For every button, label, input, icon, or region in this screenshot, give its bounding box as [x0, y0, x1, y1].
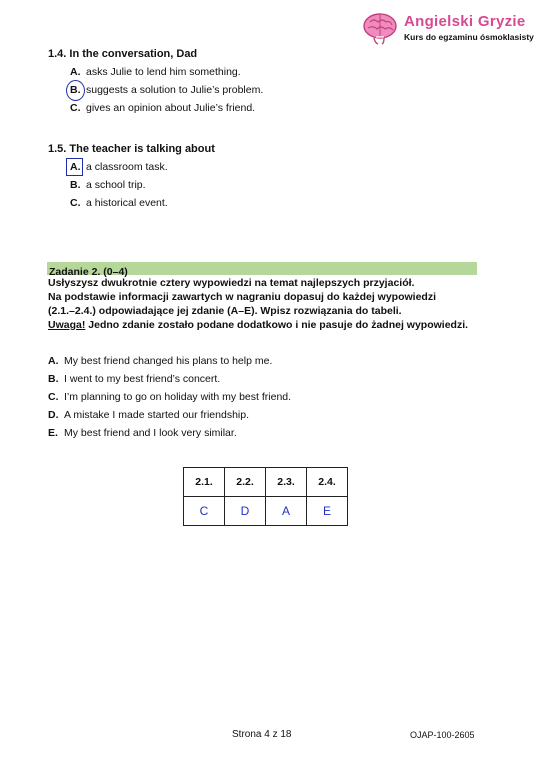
- sentence-c: [48, 391, 291, 403]
- answer-box-mark: [66, 158, 83, 176]
- task-2-instruction-1: Usłyszysz dwukrotnie cztery wypowiedzi na temat najlepszych przyjaciół.: [48, 277, 415, 289]
- q14-option-a[interactable]: [70, 66, 241, 78]
- exam-code: OJAP-100-2605: [410, 730, 475, 740]
- sentence-text: My best friend and I look very similar.: [64, 427, 237, 439]
- task-2-instruction-2: Na podstawie informacji zawartych w nagraniu dopasuj do każdej wypowiedzi: [48, 291, 436, 303]
- brand-logo: [358, 10, 538, 50]
- option-letter: A.: [70, 66, 81, 78]
- sentence-text: I went to my best friend’s concert.: [64, 373, 221, 385]
- sentence-text: A mistake I made started our friendship.: [64, 409, 250, 421]
- q15-option-a[interactable]: [70, 161, 168, 173]
- answer-circle-mark: [66, 80, 85, 101]
- sentence-letter: B.: [48, 373, 59, 385]
- answer-table: [183, 467, 348, 526]
- brand-subtitle: Kurs do egzaminu ósmoklasisty: [404, 32, 534, 42]
- sentence-letter: A.: [48, 355, 59, 367]
- sentence-b: [48, 373, 220, 385]
- task-2-heading-bar: [47, 262, 477, 278]
- q14-option-c[interactable]: [70, 102, 255, 114]
- task-2-heading: Zadanie 2. (0–4): [49, 266, 128, 278]
- q14-option-b[interactable]: [70, 84, 263, 96]
- option-text: a classroom task.: [86, 161, 168, 173]
- answer-table-header-row: [184, 468, 348, 497]
- option-letter: B.: [70, 179, 81, 191]
- task-2-instruction-3: (2.1.–2.4.) odpowiadające jej zdanie (A–E). Wpisz rozwiązania do tabeli.: [48, 305, 402, 317]
- answer-header-2-2: 2.2.: [225, 468, 266, 497]
- option-letter: A.: [70, 161, 81, 173]
- option-text: a school trip.: [86, 179, 146, 191]
- question-1-4-title: 1.4. In the conversation, Dad: [48, 48, 198, 60]
- sentence-text: I’m planning to go on holiday with my best friend.: [64, 391, 292, 403]
- task-2-warning: [48, 318, 468, 332]
- option-letter: C.: [70, 197, 81, 209]
- option-text: asks Julie to lend him something.: [86, 66, 241, 78]
- option-text: a historical event.: [86, 197, 168, 209]
- answer-cell-2-2[interactable]: D: [225, 497, 266, 526]
- sentence-d: [48, 409, 249, 421]
- answer-cell-2-3[interactable]: A: [266, 497, 307, 526]
- option-text: suggests a solution to Julie’s problem.: [86, 84, 264, 96]
- brand-title: Angielski Gryzie: [404, 13, 526, 30]
- warning-label: Uwaga!: [48, 319, 86, 331]
- sentence-letter: E.: [48, 427, 58, 439]
- q15-option-b[interactable]: [70, 179, 146, 191]
- page-number: Strona 4 z 18: [232, 729, 292, 740]
- answer-header-2-4: 2.4.: [307, 468, 348, 497]
- sentence-letter: C.: [48, 391, 59, 403]
- sentence-letter: D.: [48, 409, 59, 421]
- sentence-e: [48, 427, 237, 439]
- q15-option-c[interactable]: [70, 197, 168, 209]
- answer-header-2-3: 2.3.: [266, 468, 307, 497]
- brain-icon: [362, 12, 398, 46]
- warning-text: Jedno zdanie zostało podane dodatkowo i nie pasuje do żadnej wypowiedzi.: [85, 319, 469, 331]
- sentence-text: My best friend changed his plans to help me.: [64, 355, 273, 367]
- answer-header-2-1: 2.1.: [184, 468, 225, 497]
- answer-cell-2-1[interactable]: C: [184, 497, 225, 526]
- answer-table-value-row: [184, 497, 348, 526]
- answer-cell-2-4[interactable]: E: [307, 497, 348, 526]
- option-letter: B.: [70, 84, 81, 96]
- option-letter: C.: [70, 102, 81, 114]
- sentence-a: [48, 355, 272, 367]
- question-1-5-title: 1.5. The teacher is talking about: [48, 143, 215, 155]
- option-text: gives an opinion about Julie’s friend.: [86, 102, 256, 114]
